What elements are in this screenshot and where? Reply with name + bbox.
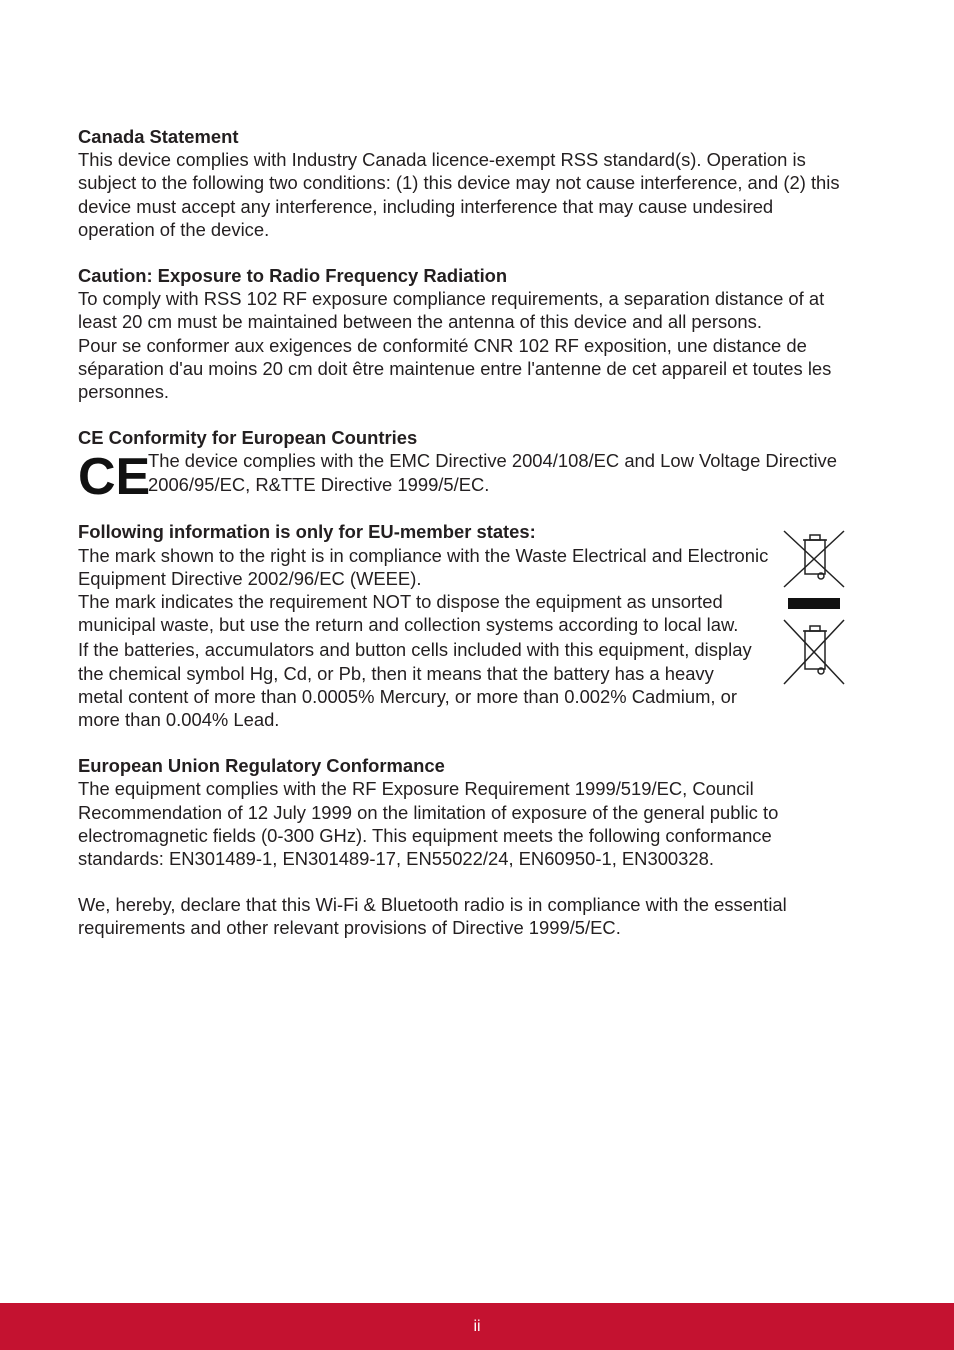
eu-members-section [78, 520, 848, 731]
ce-section [78, 426, 848, 507]
page-number: ii [473, 1317, 481, 1335]
ce-mark-icon [78, 448, 151, 507]
weee-black-bar [788, 598, 840, 609]
disposal-paragraph: The mark indicates the requirement NOT to dispose the equipment as unsorted municipal waste, but use the return and collection systems according to local law. [78, 591, 739, 636]
crossed-out-bin-icon [783, 530, 845, 588]
canada-heading: Canada Statement [78, 126, 239, 147]
battery-paragraph: If the batteries, accumulators and button cells included with this equipment, display the chemical symbol Hg, Cd, or Pb, then it means that the battery has a heavy metal content of more than 0.0005% Mercury, or more than 0.002% Cadmium, or more than 0.004% Lead. [78, 639, 752, 731]
eu-regulatory-body: The equipment complies with the RF Exposure Requirement 1999/519/EC, Council Recommendation of 12 July 1999 on the limitation of exposure of the general public to electromagnetic fields (0-300 GHz). This equipment meets the following conformance standards: EN301489-1, EN301489-17, EN55022/24, EN60950-1, EN300328. [78, 778, 779, 870]
page-footer [0, 1303, 954, 1350]
eu-members-text [78, 520, 778, 731]
declaration-body: We, hereby, declare that this Wi-Fi & Bluetooth radio is in compliance with the essential requirements and other relevant provisions of Directive 1999/5/EC. [78, 894, 787, 939]
ce-mark-text: CE [78, 448, 151, 507]
ce-row [78, 448, 848, 507]
caution-heading: Caution: Exposure to Radio Frequency Radiation [78, 265, 508, 287]
canada-body: This device complies with Industry Canada licence-exempt RSS standard(s). Operation is subject to the following two conditions: (1) this device may not cause interference, and (2) this device must accept any interference, including interference that may cause undesired operation of the device. [78, 149, 840, 240]
crossed-out-battery-bin-icon [783, 619, 845, 685]
eu-regulatory-section [78, 754, 848, 870]
weee-icons [783, 530, 845, 685]
caution-body-fr: Pour se conformer aux exigences de conformité CNR 102 RF exposition, une distance de séparation d'au moins 20 cm doit être maintenue entre l'antenne de cet appareil et toutes les personnes. [78, 334, 832, 403]
weee-paragraph: The mark shown to the right is in compliance with the Waste Electrical and Electronic Equipment Directive 2002/96/EC (WEEE). [78, 544, 769, 589]
declaration-section [78, 893, 848, 939]
document-body [78, 125, 848, 963]
eu-regulatory-heading: European Union Regulatory Conformance [78, 755, 445, 777]
eu-members-heading: Following information is only for EU-member states: [78, 521, 536, 543]
caution-body-en: To comply with RSS 102 RF exposure compliance requirements, a separation distance of at least 20 cm must be maintained between the antenna of this device and all persons. [78, 288, 825, 333]
ce-body: The device complies with the EMC Directive 2004/108/EC and Low Voltage Directive 2006/95/EC, R&TTE Directive 1999/5/EC. [148, 450, 837, 495]
canada-section [78, 125, 848, 241]
caution-section [78, 264, 848, 403]
ce-heading: CE Conformity for European Countries [78, 427, 418, 449]
